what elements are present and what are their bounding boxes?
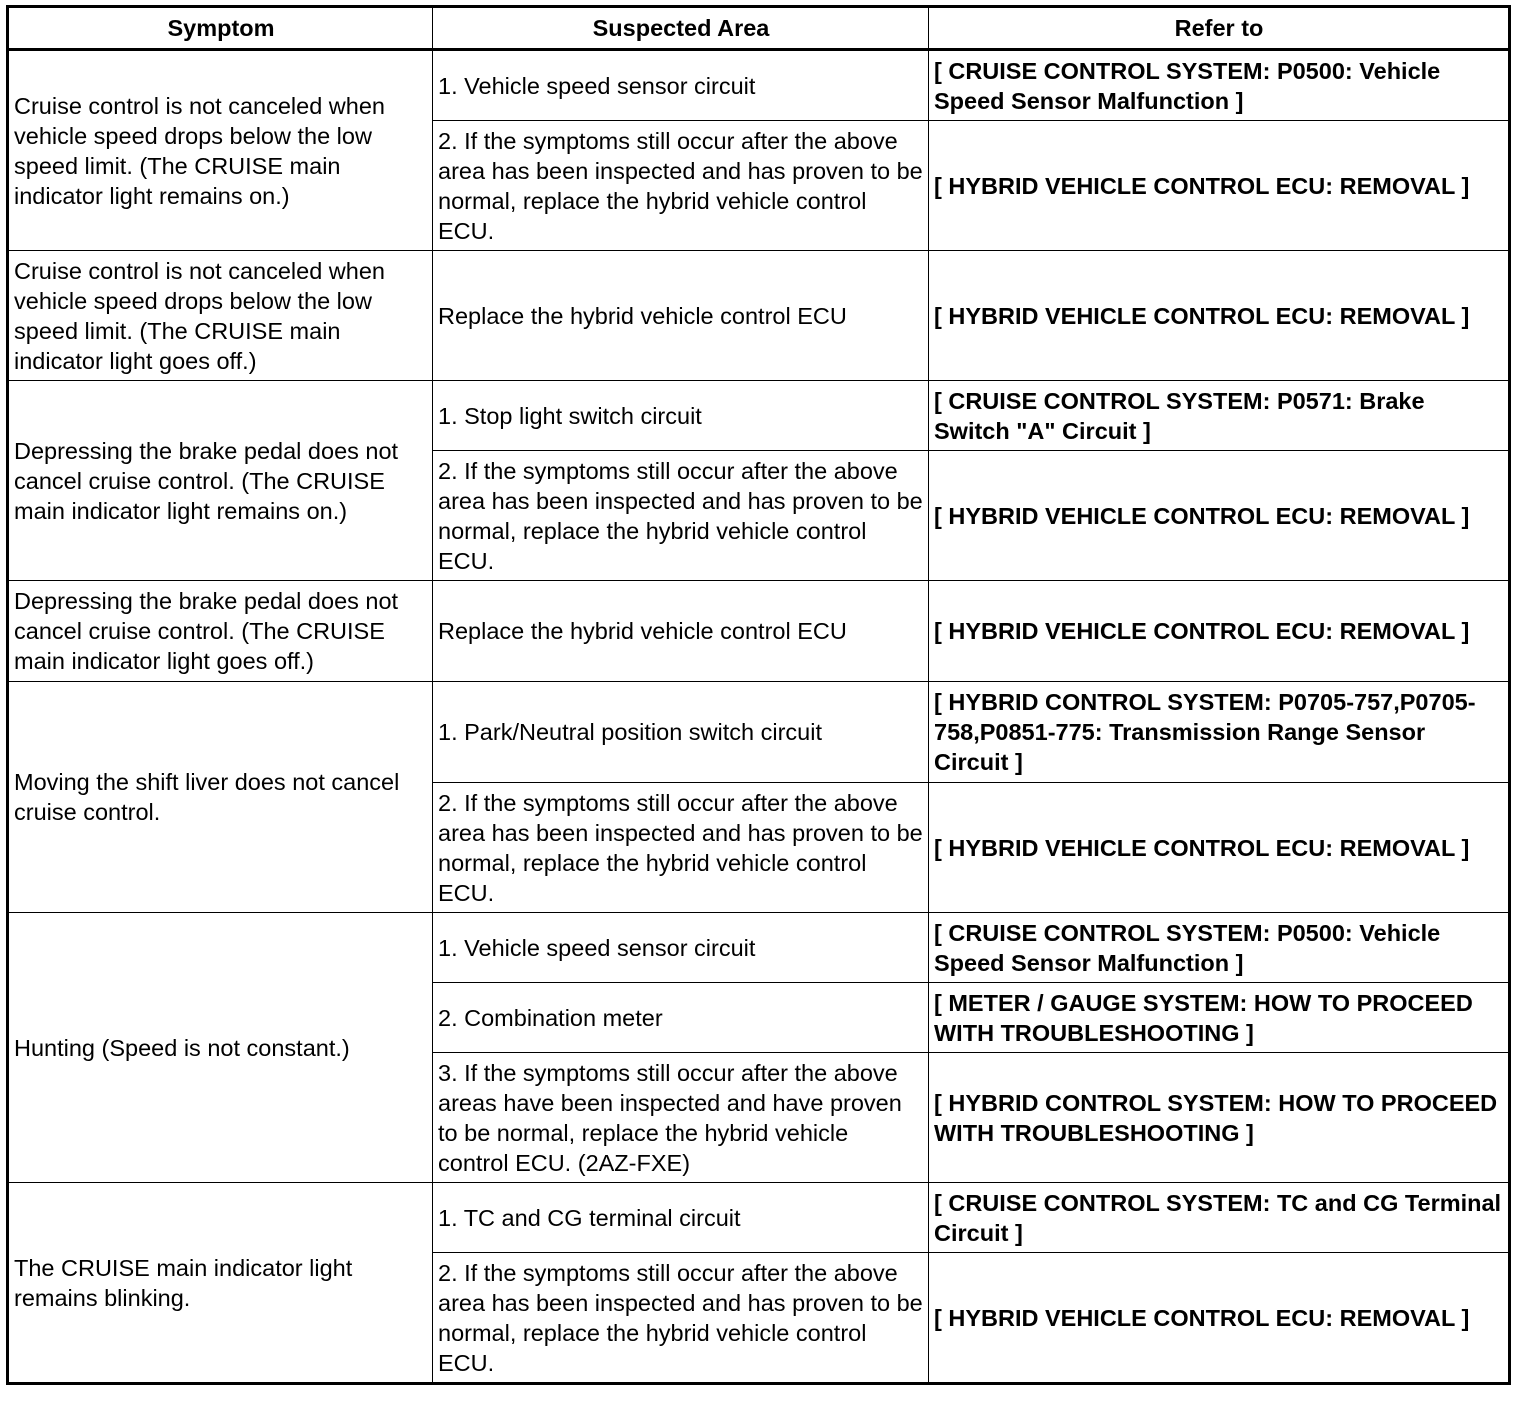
suspected-area-cell: 1. TC and CG terminal circuit [433, 1183, 929, 1253]
refer-to-link[interactable]: [ HYBRID CONTROL SYSTEM: P0705-757,P0705-758,P0851-775: Transmission Range Sensor Circuit ] [929, 682, 1510, 783]
symptom-cell: Depressing the brake pedal does not cancel cruise control. (The CRUISE main indicator light remains on.) [8, 381, 433, 581]
symptom-cell: Cruise control is not canceled when vehicle speed drops below the low speed limit. (The CRUISE main indicator light goes off.) [8, 251, 433, 381]
header-symptom: Symptom [8, 7, 433, 50]
suspected-area-cell: 2. If the symptoms still occur after the above area has been inspected and has proven to be normal, replace the hybrid vehicle control ECU. [433, 121, 929, 251]
refer-to-link[interactable]: [ CRUISE CONTROL SYSTEM: P0500: Vehicle Speed Sensor Malfunction ] [929, 50, 1510, 121]
symptom-cell: Hunting (Speed is not constant.) [8, 913, 433, 1183]
suspected-area-cell: 1. Stop light switch circuit [433, 381, 929, 451]
refer-to-link[interactable]: [ HYBRID VEHICLE CONTROL ECU: REMOVAL ] [929, 1253, 1510, 1384]
symptom-cell: Depressing the brake pedal does not cancel cruise control. (The CRUISE main indicator light goes off.) [8, 581, 433, 682]
table-row [8, 1183, 1510, 1253]
suspected-area-cell: 2. Combination meter [433, 983, 929, 1053]
suspected-area-cell: 1. Vehicle speed sensor circuit [433, 50, 929, 121]
symptom-cell: Cruise control is not canceled when vehicle speed drops below the low speed limit. (The CRUISE main indicator light remains on.) [8, 50, 433, 251]
table-row [8, 381, 1510, 451]
refer-to-link[interactable]: [ HYBRID VEHICLE CONTROL ECU: REMOVAL ] [929, 451, 1510, 581]
table-row [8, 682, 1510, 783]
refer-to-link[interactable]: [ CRUISE CONTROL SYSTEM: P0571: Brake Switch "A" Circuit ] [929, 381, 1510, 451]
refer-to-link[interactable]: [ HYBRID VEHICLE CONTROL ECU: REMOVAL ] [929, 121, 1510, 251]
symptom-cell: Moving the shift liver does not cancel cruise control. [8, 682, 433, 913]
table-row [8, 50, 1510, 121]
refer-to-link[interactable]: [ CRUISE CONTROL SYSTEM: TC and CG Terminal Circuit ] [929, 1183, 1510, 1253]
table-row [8, 913, 1510, 983]
symptom-table [6, 5, 1511, 1385]
refer-to-link[interactable]: [ METER / GAUGE SYSTEM: HOW TO PROCEED WITH TROUBLESHOOTING ] [929, 983, 1510, 1053]
table-row [8, 251, 1510, 381]
suspected-area-cell: 2. If the symptoms still occur after the above area has been inspected and has proven to be normal, replace the hybrid vehicle control ECU. [433, 783, 929, 913]
refer-to-link[interactable]: [ HYBRID CONTROL SYSTEM: HOW TO PROCEED WITH TROUBLESHOOTING ] [929, 1053, 1510, 1183]
header-refer-to: Refer to [929, 7, 1510, 50]
refer-to-link[interactable]: [ HYBRID VEHICLE CONTROL ECU: REMOVAL ] [929, 783, 1510, 913]
header-row [8, 7, 1510, 50]
refer-to-link[interactable]: [ HYBRID VEHICLE CONTROL ECU: REMOVAL ] [929, 251, 1510, 381]
suspected-area-cell: 2. If the symptoms still occur after the above area has been inspected and has proven to be normal, replace the hybrid vehicle control ECU. [433, 1253, 929, 1384]
table-row [8, 581, 1510, 682]
suspected-area-cell: Replace the hybrid vehicle control ECU [433, 581, 929, 682]
refer-to-link[interactable]: [ CRUISE CONTROL SYSTEM: P0500: Vehicle Speed Sensor Malfunction ] [929, 913, 1510, 983]
suspected-area-cell: 2. If the symptoms still occur after the above area has been inspected and has proven to be normal, replace the hybrid vehicle control ECU. [433, 451, 929, 581]
suspected-area-cell: 1. Vehicle speed sensor circuit [433, 913, 929, 983]
suspected-area-cell: Replace the hybrid vehicle control ECU [433, 251, 929, 381]
troubleshooting-page [6, 5, 1508, 1385]
refer-to-link[interactable]: [ HYBRID VEHICLE CONTROL ECU: REMOVAL ] [929, 581, 1510, 682]
symptom-cell: The CRUISE main indicator light remains blinking. [8, 1183, 433, 1384]
suspected-area-cell: 3. If the symptoms still occur after the above areas have been inspected and have proven to be normal, replace the hybrid vehicle control ECU. (2AZ-FXE) [433, 1053, 929, 1183]
header-suspected-area: Suspected Area [433, 7, 929, 50]
suspected-area-cell: 1. Park/Neutral position switch circuit [433, 682, 929, 783]
